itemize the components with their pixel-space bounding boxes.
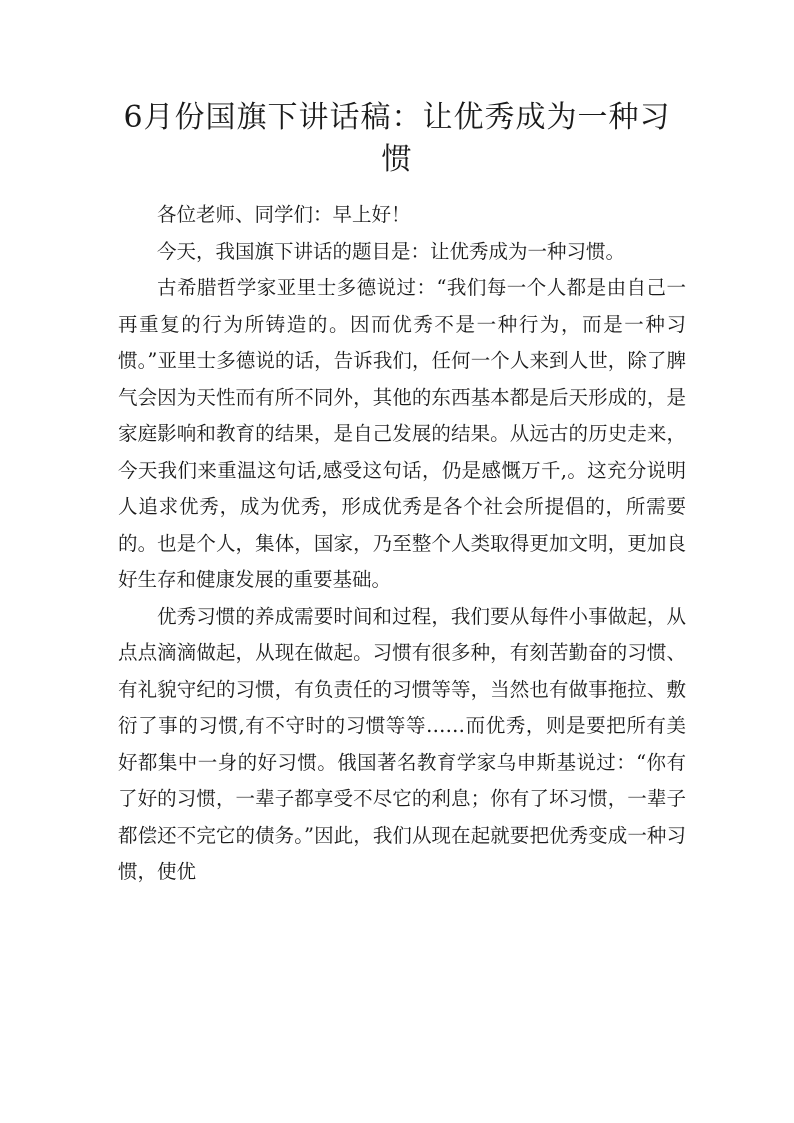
document-title: 6月份国旗下讲话稿：让优秀成为一种习惯 <box>123 100 671 177</box>
paragraph-habits: 优秀习惯的养成需要时间和过程，我们要从每件小事做起，从点点滴滴做起，从现在做起。习惯有很多种，有刻苦勤奋的习惯、有礼貌守纪的习惯，有负责任的习惯等等，当然也有做事拖拉、敷衍了事的习惯,有不守时的习惯等等……而优秀，则是要把所有美好都集中一身的好习惯。俄国著名教育学家乌申斯基说过：“你有了好的习惯，一辈子都享受不尽它的利息；你有了坏习惯，一辈子都偿还不完它的债务。”因此，我们从现在起就要把优秀变成一种习惯，使优 <box>118 604 686 883</box>
paragraph-aristotle: 古希腊哲学家亚里士多德说过：“我们每一个人都是由自己一再重复的行为所铸造的。因而优秀不是一种行为，而是一种习惯。”亚里士多德说的话，告诉我们，任何一个人来到人世，除了脾气会因为天性而有所不同外，其他的东西基本都是后天形成的，是家庭影响和教育的结果，是自己发展的结果。从远古的历史走来，今天我们来重温这句话,感受这句话，仍是感慨万千,。这充分说明人追求优秀，成为优秀，形成优秀是各个社会所提倡的，所需要的。也是个人，集体，国家，乃至整个人类取得更加文明，更加良好生存和健康发展的重要基础。 <box>118 276 686 591</box>
document-body <box>118 197 686 891</box>
paragraph-greeting: 各位老师、同学们：早上好！ <box>157 203 411 226</box>
paragraph-topic: 今天，我国旗下讲话的题目是：让优秀成为一种习惯。 <box>157 239 626 263</box>
